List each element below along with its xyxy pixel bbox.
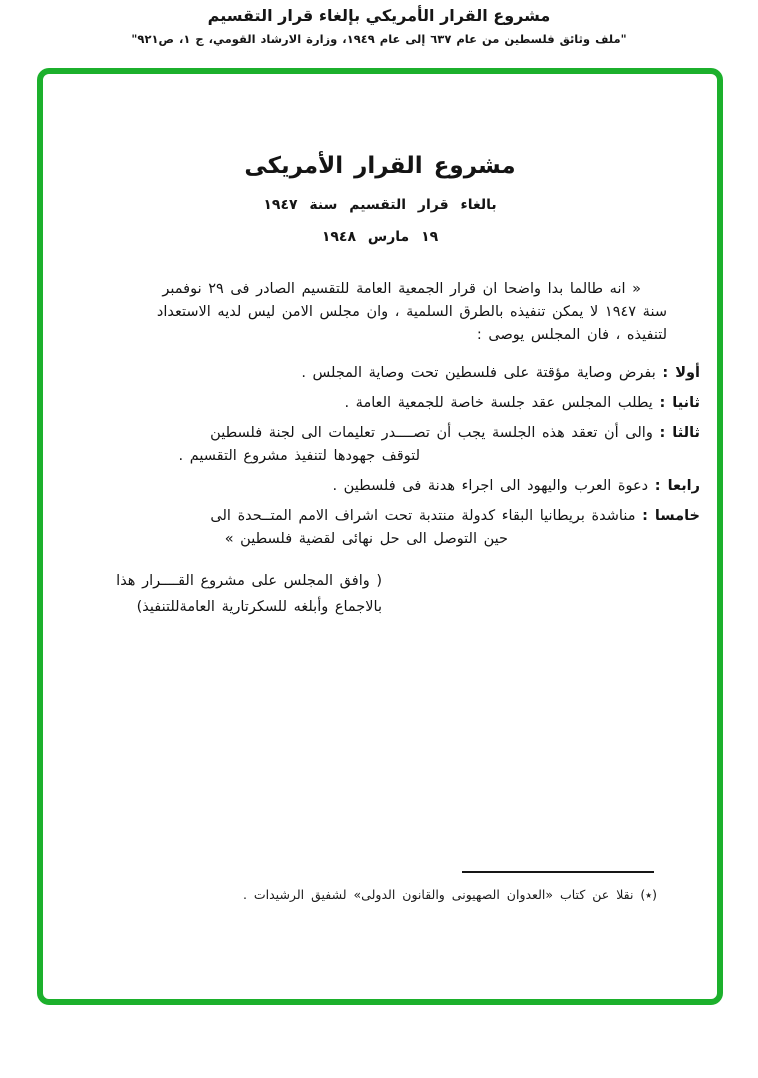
item-continuation-line: حين التوصل الى حل نهائى لقضية فلسطين » — [224, 531, 508, 547]
approval-note-line: بالاجماع وأبلغه للسكرتارية العامةللتنفيذ) — [136, 599, 382, 615]
item-text: مناشدة بريطانيا البقاء كدولة منتدبة تحت اشراف الامم المتــحدة الى — [210, 508, 636, 524]
approval-note — [43, 568, 382, 620]
resolution-item-first — [87, 362, 700, 385]
item-ordinal-label: ثانيا : — [659, 395, 700, 411]
approval-note-line: ( وافق المجلس على مشروع القــــرار هذا — [116, 573, 382, 589]
page-header-title: مشروع القرار الأمريكي بإلغاء قرار التقسيم — [207, 6, 551, 25]
footnote-text: (٭) نقلا عن كتاب «العدوان الصهيونى والقانون الدولى» لشفيق الرشيدات . — [242, 887, 657, 902]
document-date: ١٩ مارس ١٩٤٨ — [321, 229, 439, 245]
preamble-line: لتنفيذه ، فان المجلس يوصى : — [476, 327, 667, 343]
item-ordinal-label: رابعا : — [654, 478, 700, 494]
item-text: والى أن تعقد هذه الجلسة يجب أن تصــــدر تعليمات الى لجنة فلسطين — [210, 425, 653, 441]
item-text: بفرض وصاية مؤقتة على فلسطين تحت وصاية المجلس . — [301, 365, 656, 381]
preamble-paragraph — [87, 278, 667, 347]
item-text: يطلب المجلس عقد جلسة خاصة للجمعية العامة . — [344, 395, 653, 411]
item-ordinal-label: خامسا : — [642, 508, 700, 524]
document-title: مشروع القرار الأمريكى — [244, 153, 516, 179]
document-content — [43, 153, 717, 620]
resolution-item-second — [87, 392, 700, 415]
item-ordinal-label: أولا : — [662, 365, 700, 381]
preamble-line: سنة ١٩٤٧ لا يمكن تنفيذه بالطرق السلمية ، وان مجلس الامن ليس لديه الاستعداد — [156, 304, 667, 320]
resolution-item-third — [87, 422, 700, 468]
page-header-source-citation: "ملف وثائق فلسطين من عام ٦٣٧ إلى عام ١٩٤٩، وزارة الارشاد القومي، ج ١، ص٩٢١" — [131, 32, 627, 46]
item-text: دعوة العرب واليهود الى اجراء هدنة فى فلسطين . — [332, 478, 649, 494]
resolution-items-list — [87, 362, 700, 551]
resolution-item-fourth — [87, 475, 700, 498]
item-ordinal-label: ثالثا : — [659, 425, 700, 441]
resolution-item-fifth — [87, 505, 700, 551]
item-continuation-line: لتوقف جهودها لتنفيذ مشروع التقسيم . — [178, 448, 420, 464]
document-frame — [37, 68, 723, 1005]
document-subtitle: بالغاء قرار التقسيم سنة ١٩٤٧ — [263, 197, 497, 213]
page-header — [0, 6, 758, 46]
preamble-line: « انه طالما بدا واضحا ان قرار الجمعية العامة للتقسيم الصادر فى ٢٩ نوفمبر — [162, 281, 641, 297]
footnote-separator-rule — [462, 871, 654, 873]
